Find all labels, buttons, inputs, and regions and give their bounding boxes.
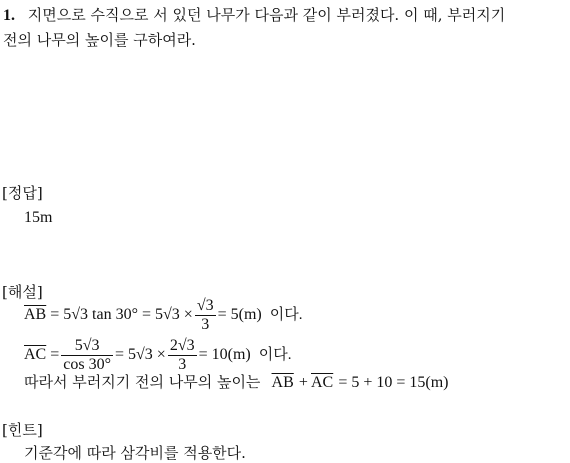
fraction-numerator: √3 (196, 296, 214, 314)
equation-ac: $\overline{AC}$ = $\frac{5√3}{\cos 30^\circ}$ = 5√3 × $\frac{2√3}{3}$ = 10(m) 이다. (24, 336, 292, 373)
segment-ac: $\overline{AC}$ (24, 346, 47, 363)
equation-ab-lhs: = 5√3 tan 30° = 5√3 × (50, 306, 193, 323)
fraction-sqrt3-over-3 (195, 297, 216, 334)
equation-ab (24, 293, 302, 337)
fraction-numerator: 5√3 (61, 337, 113, 356)
equation-ab-end: 이다. (269, 307, 303, 323)
conclusion-text: 따라서 부러지기 전의 나무의 높이는 (24, 373, 261, 391)
conclusion-sum: = 5 + 10 = 15(m) (338, 374, 449, 391)
fraction-numerator: 2√3 (169, 336, 195, 354)
fraction-5sqrt3-over-cos30 (61, 337, 113, 374)
segment-ac: $\overline{AC}$ (311, 374, 334, 391)
equation-ac-end: 이다. (258, 347, 292, 363)
fraction-2sqrt3-over-3 (168, 337, 197, 374)
answer-heading: [정답] (2, 184, 43, 202)
equation-ab-rhs: = 5(m) (217, 306, 262, 323)
fraction-denominator: 3 (178, 355, 187, 373)
fraction-denominator: cos 30° (63, 355, 111, 373)
hint-heading: [힌트] (2, 421, 43, 439)
equation-ac-rhs: = 10(m) (198, 346, 251, 363)
conclusion-line: 따라서 부러지기 전의 나무의 높이는 $\overline{AB} + \overline{AC} = 5 + 10 = 15(m)$ (24, 373, 449, 391)
question-text-2: 전의 나무의 높이를 구하여라. (3, 31, 196, 49)
question-number: 1. (3, 7, 15, 24)
fraction-denominator: 3 (201, 315, 210, 333)
equation-ac-mid: = 5√3 × (115, 346, 166, 363)
segment-ab: $\overline{AB}$ (24, 306, 47, 323)
explanation-heading: [해설] (2, 283, 43, 301)
segment-ab: $\overline{AB}$ (271, 374, 294, 391)
hint-text: 기준각에 따라 삼각비를 적용한다. (24, 444, 246, 462)
answer-value: 15m (24, 209, 53, 226)
question-line-1 (3, 5, 505, 26)
question-text-1: 지면으로 수직으로 서 있던 나무가 다음과 같이 부러졌다. 이 때, 부러지기 (27, 6, 506, 24)
